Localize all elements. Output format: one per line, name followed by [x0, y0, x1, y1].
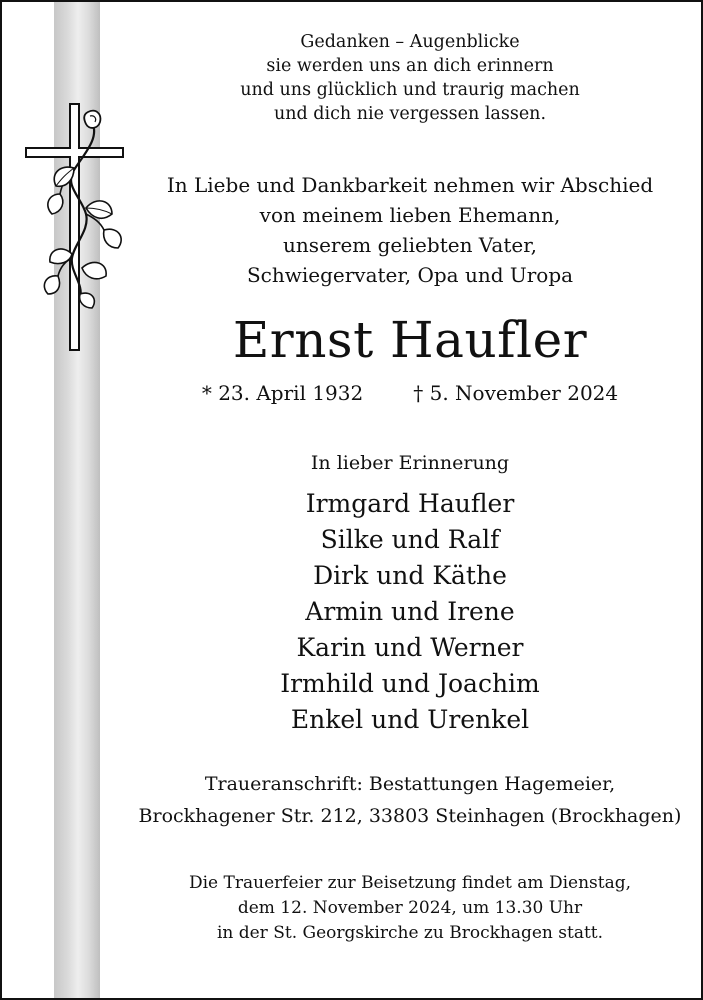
memory-label: In lieber Erinnerung — [310, 452, 510, 474]
address-line: Traueranschrift: Bestattungen Hagemeier, — [204, 773, 616, 795]
mourning-address — [120, 768, 700, 832]
mourner-entry: Enkel und Urenkel — [290, 705, 530, 734]
service-line: in der St. Georgskirche zu Brockhagen statt. — [216, 923, 604, 943]
intro-line: unserem geliebten Vater, — [283, 233, 537, 257]
service-line: dem 12. November 2024, um 13.30 Uhr — [237, 898, 583, 918]
poem-line: und uns glücklich und traurig machen — [240, 80, 580, 100]
funeral-service-info — [120, 871, 700, 946]
mourners-list — [120, 486, 700, 738]
mourner-entry: Irmgard Haufler — [305, 489, 515, 518]
birth-date: * 23. April 1932 — [201, 381, 364, 405]
mourner-entry: Silke und Ralf — [320, 525, 500, 554]
death-date: † 5. November 2024 — [413, 381, 619, 405]
cross-with-rose-vine-icon — [22, 98, 132, 356]
intro-line: Schwiegervater, Opa und Uropa — [246, 263, 574, 287]
rose-bud-icon — [84, 111, 100, 128]
farewell-intro — [120, 170, 700, 290]
life-dates — [120, 378, 700, 408]
mourner-entry: Karin und Werner — [296, 633, 524, 662]
service-line: Die Trauerfeier zur Beisetzung findet am Dienstag, — [188, 873, 631, 893]
mourner-entry: Armin und Irene — [305, 597, 515, 626]
deceased-name: Ernst Haufler — [232, 311, 588, 369]
intro-line: von meinem lieben Ehemann, — [259, 203, 561, 227]
poem — [120, 30, 700, 126]
address-line: Brockhagener Str. 212, 33803 Steinhagen (Brockhagen) — [138, 805, 682, 827]
mourner-entry: Dirk und Käthe — [313, 561, 507, 590]
poem-line: und dich nie vergessen lassen. — [273, 104, 547, 124]
poem-line: Gedanken – Augenblicke — [300, 32, 520, 52]
intro-line: In Liebe und Dankbarkeit nehmen wir Abschied — [166, 173, 654, 197]
mourner-entry: Irmhild und Joachim — [280, 669, 540, 698]
poem-line: sie werden uns an dich erinnern — [266, 56, 554, 76]
